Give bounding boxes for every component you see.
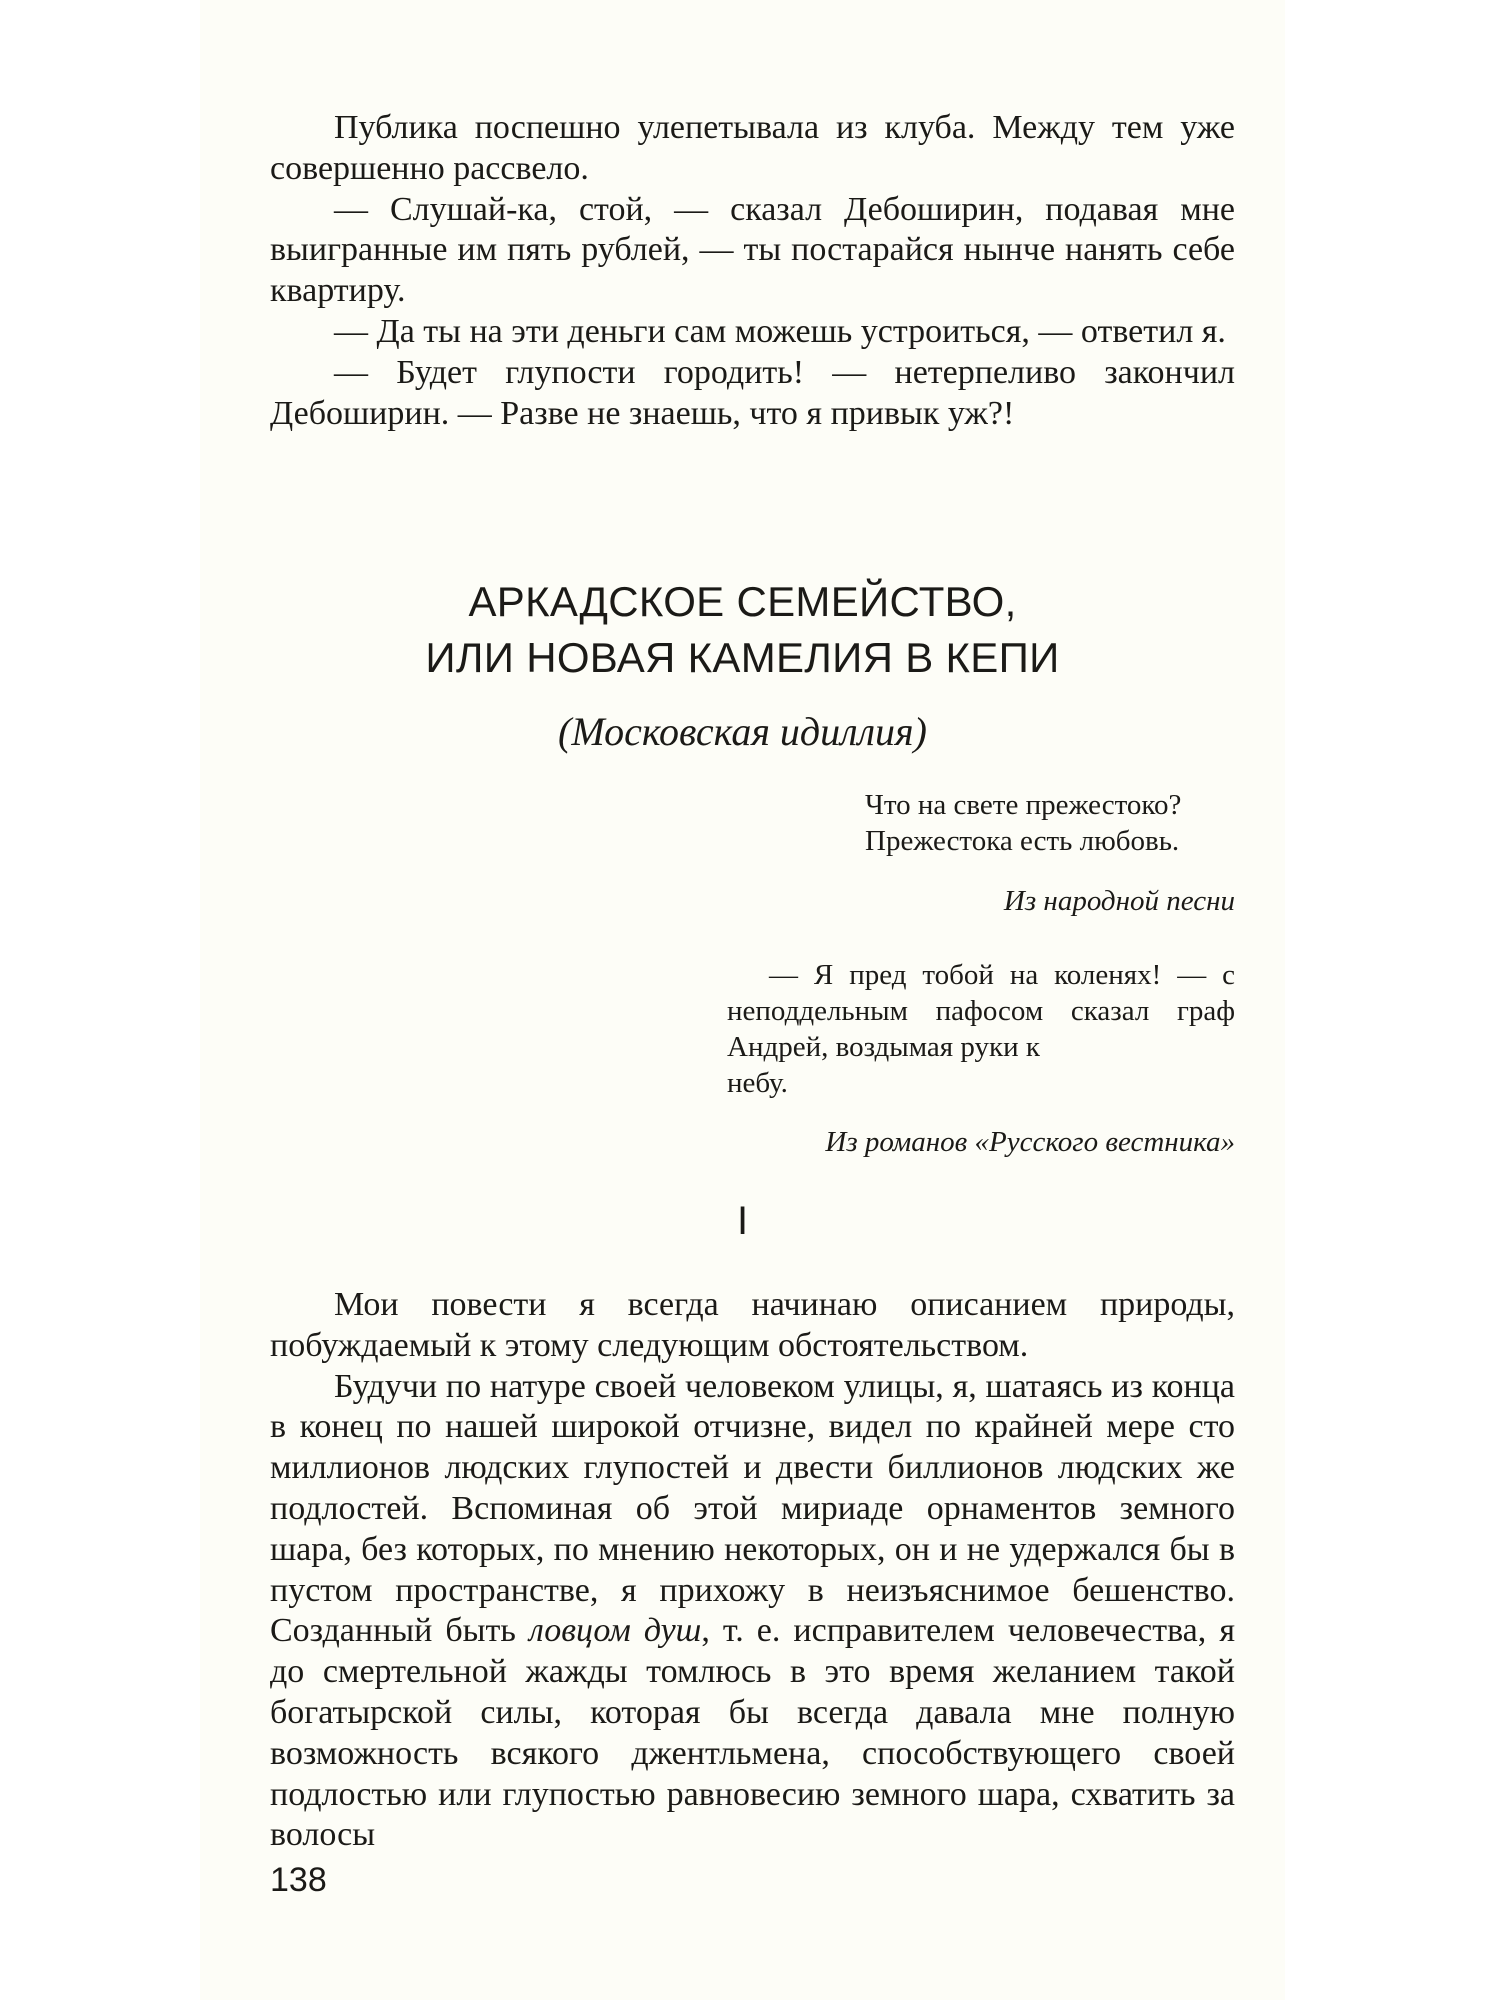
chapter-title-line-1: АРКАДСКОЕ СЕМЕЙСТВО,	[468, 578, 1017, 625]
paragraph-text-start: Будучи по натуре своей человеком улицы, я, шатаясь из конца в конец по нашей широкой отчизне, видел по крайней мере сто миллионов людских глупостей и двести биллионов людских же подлостей. Вспоминая об этой мириаде орнаментов земного шара, без которых, по мнению некоторых, он и не удержался бы в пустом пространстве, я прихожу в неизъяснимое бешенство. Созданный быть	[270, 1367, 1235, 1650]
epigraph-2-text: — Я пред тобой на коленях! — с неподдельным пафосом сказал граф Андрей, воздымая руки к	[727, 959, 1235, 1063]
paragraph	[270, 1367, 1235, 1857]
epigraph-2-text-last: небу.	[727, 1067, 788, 1099]
epigraph-1-line-1: Что на свете прежестоко?	[865, 789, 1182, 821]
paragraph: — Да ты на эти деньги сам можешь устроиться, — ответил я.	[334, 312, 1226, 350]
epigraph-2-source: Из романов «Русского вестника»	[825, 1126, 1235, 1158]
paragraph: — Будет глупости городить! — нетерпеливо закончил Дебоширин. — Разве не знаешь, что я привык уж?!	[270, 353, 1235, 432]
epigraph-2	[727, 957, 1235, 1101]
epigraph-1-source: Из народной песни	[1003, 885, 1235, 917]
previous-story-text	[270, 108, 1235, 434]
emphasized-phrase: ловцом душ	[528, 1612, 702, 1650]
epigraph-1-line-2: Прежестока есть любовь.	[865, 825, 1180, 857]
paragraph: Мои повести я всегда начинаю описанием природы, побуждаемый к этому следующим обстоятельством.	[270, 1286, 1235, 1364]
paragraph: Публика поспешно улепетывала из клуба. Между тем уже совершенно рассвело.	[270, 109, 1235, 187]
chapter-title-line-2: ИЛИ НОВАЯ КАМЕЛИЯ В КЕПИ	[425, 634, 1060, 681]
epigraph-1	[865, 787, 1235, 859]
page-number: 138	[270, 1861, 327, 1899]
paragraph: — Слушай-ка, стой, — сказал Дебоширин, подавая мне выигранные им пять рублей, — ты постарайся нынче нанять себе квартиру.	[270, 190, 1235, 310]
chapter-subtitle: (Московская идиллия)	[558, 709, 927, 754]
chapter-title	[200, 574, 1285, 686]
section-number: I	[736, 1199, 749, 1243]
paragraph-text-end: , т. е. исправителем человечества, я до смертельной жажды томлюсь в это время желанием такой богатырской силы, которая бы всегда давала мне полную возможность всякого джентльмена, способствующего своей подлостью или глупостью равновесию земного шара, схватить за волосы	[270, 1612, 1235, 1854]
section-text	[270, 1285, 1235, 1856]
